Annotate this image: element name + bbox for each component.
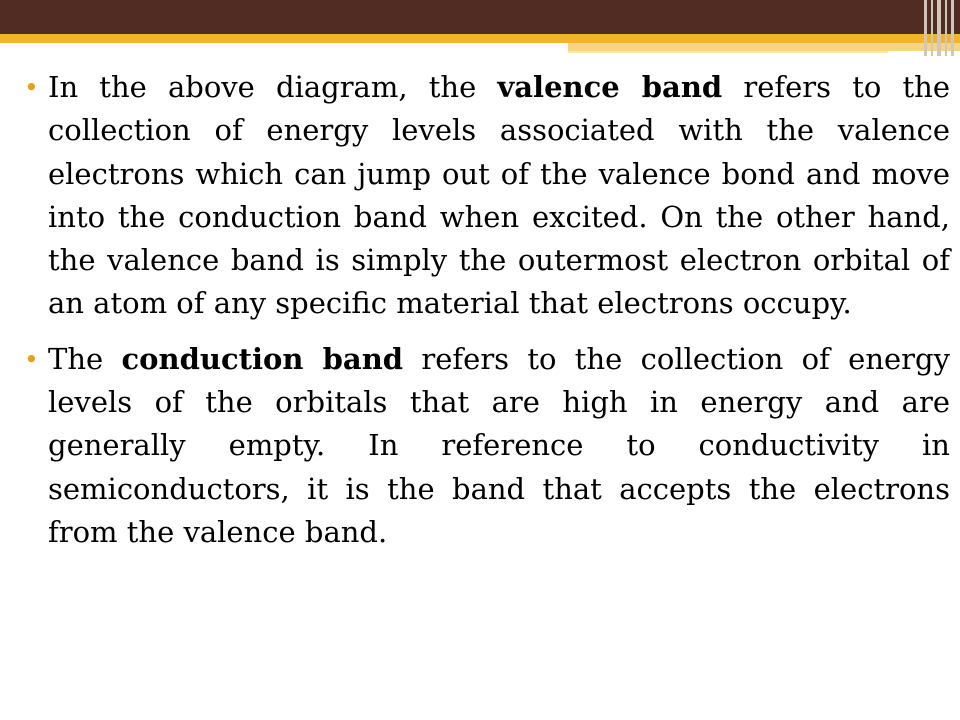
bullet-dot-icon: • [24, 73, 39, 102]
header-accent-line-tail [568, 51, 888, 53]
bullet-text: In the above diagram, the valence band refers to the collection of energy levels associated with the valence electrons which can jump out of the valence bond and move into the conduction band when excited. On the other hand, the valence band is simply the outermost electron orbital of an atom of any specific material that electrons occupy. [48, 70, 950, 321]
bullet-dot-icon: • [24, 344, 39, 374]
term-valence-band: valence band [497, 70, 723, 104]
header-bar [0, 0, 960, 34]
bullet-item-valence-band [22, 66, 950, 326]
bullet-item-conduction-band [22, 338, 950, 554]
header-accent-line [0, 34, 960, 43]
corner-decoration [920, 0, 960, 56]
bullet-text: The conduction band refers to the collection of energy levels of the orbitals that are high in energy and are generally empty. In reference to conductivity in semiconductors, it is the band that accepts the electrons from the valence band. [48, 341, 950, 549]
header-accent-line-secondary [568, 43, 960, 51]
slide-body [22, 66, 950, 566]
term-conduction-band: conduction band [121, 341, 404, 376]
